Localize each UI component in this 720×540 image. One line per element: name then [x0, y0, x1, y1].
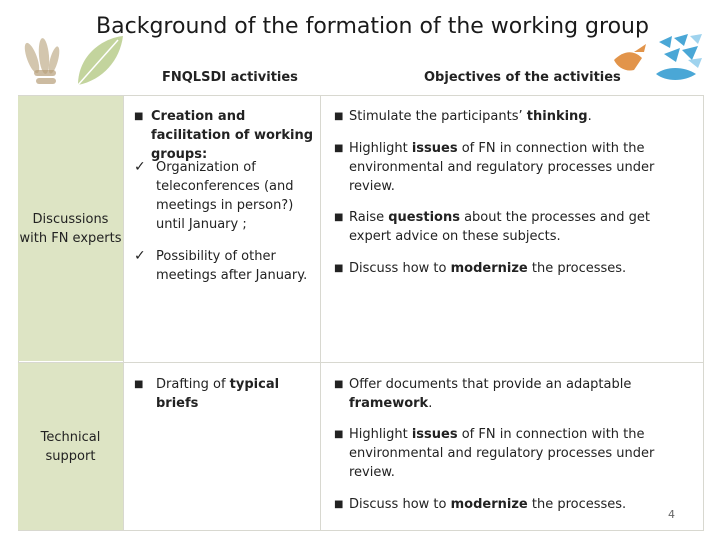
objective-item: ■ Raise questions about the processes and get expert advice on these subjects.: [334, 210, 650, 244]
activities-header: FNQLSDI activities: [162, 70, 298, 85]
check-icon: ✓: [134, 248, 146, 264]
objective-item: ■ Offer documents that provide an adaptable framework.: [334, 377, 632, 411]
bullet-icon: ■: [334, 379, 344, 390]
activity-bullet: ■ Drafting of typical briefs: [134, 377, 280, 411]
objective-item: ■ Highlight issues of FN in connection with the environmental and regulatory processes under review.: [334, 141, 655, 194]
bullet-icon: ■: [334, 263, 344, 274]
objective-item: ■ Discuss how to modernize the processes.: [334, 497, 627, 512]
row-label-technical-support: Technical support: [18, 363, 123, 530]
page-title: Background of the formation of the working group: [96, 14, 649, 39]
bullet-icon: ■: [134, 111, 144, 122]
column-divider-2: [320, 96, 321, 530]
objectives-header: Objectives of the activities: [424, 70, 621, 85]
objective-item: ■ Discuss how to modernize the processes.: [334, 261, 627, 276]
bullet-icon: ■: [134, 379, 144, 390]
row-divider: [18, 362, 704, 363]
bullet-icon: ■: [334, 143, 344, 154]
objective-item: ■ Stimulate the participants’ thinking.: [334, 109, 592, 124]
activity-check-item: ✓ Organization of teleconferences (and meetings in person?) until January ;: [134, 159, 294, 232]
check-icon: ✓: [134, 159, 146, 175]
bullet-icon: ■: [334, 111, 344, 122]
bullet-icon: ■: [334, 499, 344, 510]
bullet-icon: ■: [334, 429, 344, 440]
page-number: 4: [668, 508, 675, 521]
bullet-icon: ■: [334, 212, 344, 223]
objective-item: ■ Highlight issues of FN in connection with the environmental and regulatory processes under review.: [334, 427, 655, 480]
leaf-hands-logo-icon: [18, 30, 128, 90]
row-label-discussions: Discussions with FN experts: [18, 96, 123, 361]
activity-bullet: ■ Creation and facilitation of working groups:: [134, 109, 313, 162]
activity-check-item: ✓ Possibility of other meetings after January.: [134, 248, 308, 283]
column-divider-1: [123, 96, 124, 530]
